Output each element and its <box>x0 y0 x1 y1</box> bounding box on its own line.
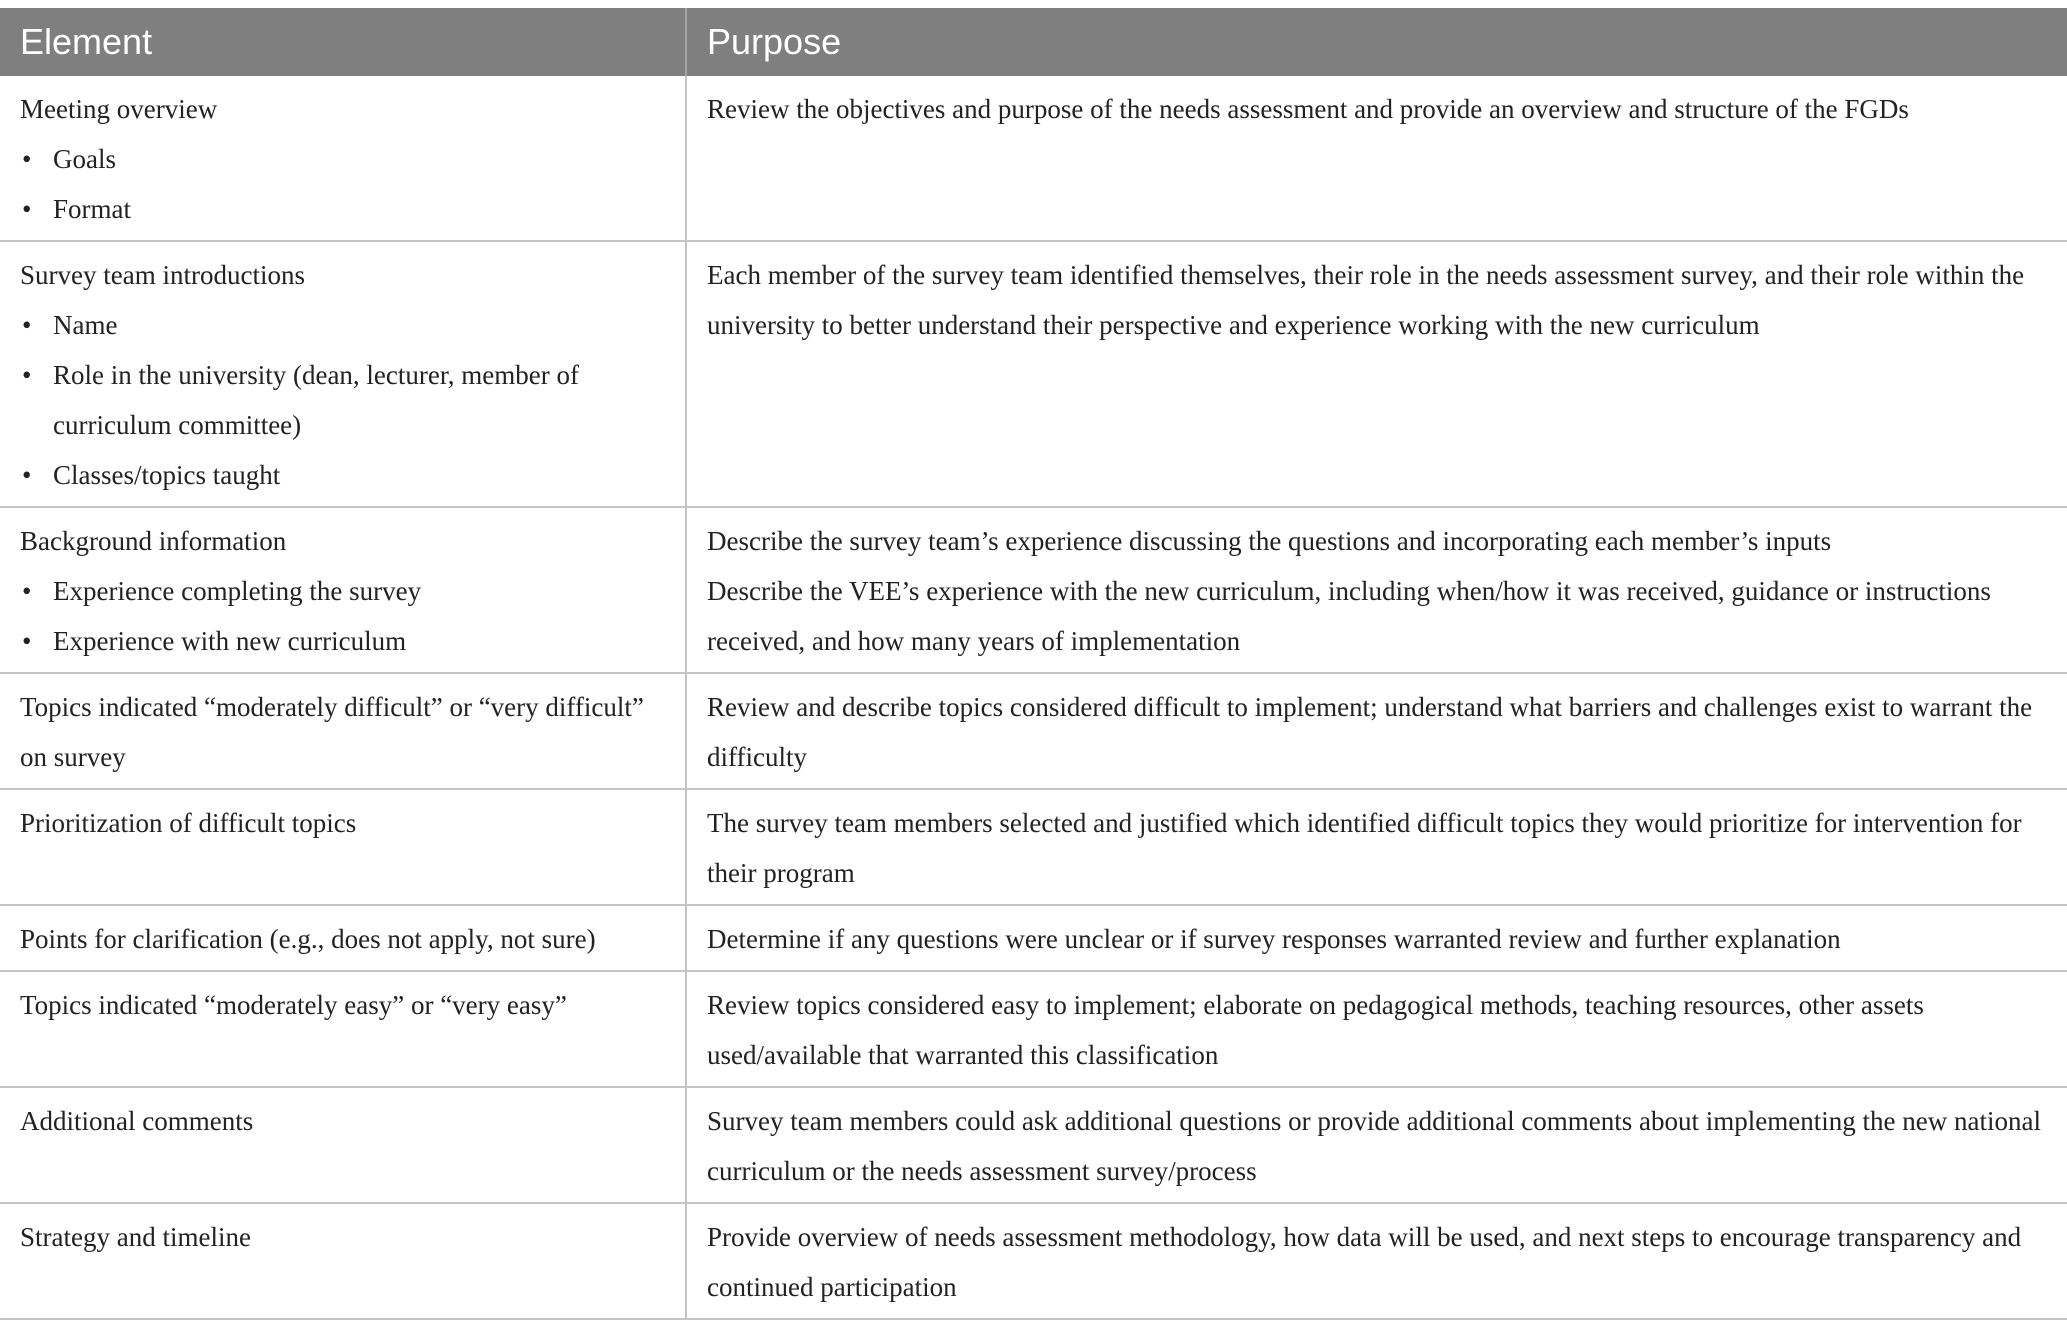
purpose-text: Describe the survey team’s experience discussing the questions and incorporating each member’s inputs <box>707 526 1832 556</box>
purpose-cell <box>686 905 2067 971</box>
element-title: Additional comments <box>20 1106 254 1136</box>
table-row <box>0 789 2067 905</box>
purpose-cell <box>686 673 2067 789</box>
header-row <box>0 8 2067 76</box>
purpose-cell <box>686 1087 2067 1203</box>
element-cell <box>0 507 686 673</box>
purpose-text: Survey team members could ask additional questions or provide additional comments about implementing the new national curriculum or the needs assessment survey/process <box>707 1106 2041 1186</box>
column-header-element: Element <box>0 8 686 76</box>
element-title: Points for clarification (e.g., does not apply, not sure) <box>20 924 596 954</box>
table-row <box>0 241 2067 507</box>
element-cell <box>0 673 686 789</box>
element-title: Strategy and timeline <box>20 1222 251 1252</box>
purpose-cell <box>686 241 2067 507</box>
element-title: Background information <box>20 526 287 556</box>
element-cell <box>0 789 686 905</box>
table-row <box>0 507 2067 673</box>
table-row <box>0 1203 2067 1319</box>
purpose-cell <box>686 1203 2067 1319</box>
purpose-text: Review the objectives and purpose of the needs assessment and provide an overview and structure of the FGDs <box>707 94 1909 124</box>
element-cell <box>0 905 686 971</box>
element-title: Topics indicated “moderately difficult” or “very difficult” on survey <box>20 692 644 772</box>
element-bullet-list <box>20 134 665 234</box>
element-title: Survey team introductions <box>20 260 305 290</box>
column-header-purpose: Purpose <box>686 8 2067 76</box>
purpose-text: Provide overview of needs assessment methodology, how data will be used, and next steps to encourage transparency and continued participation <box>707 1222 2022 1302</box>
element-cell <box>0 76 686 241</box>
element-bullet-item: • Name <box>20 300 665 350</box>
element-bullet-item: • Experience completing the survey <box>20 566 665 616</box>
purpose-text: Review and describe topics considered difficult to implement; understand what barriers and challenges exist to warrant the difficulty <box>707 692 2033 772</box>
purpose-cell <box>686 76 2067 241</box>
purpose-text: Each member of the survey team identified themselves, their role in the needs assessment survey, and their role within the university to better understand their perspective and experience working with the new curriculum <box>707 260 2025 340</box>
table-header <box>0 8 2067 76</box>
element-title: Prioritization of difficult topics <box>20 808 357 838</box>
purpose-text: Review topics considered easy to implement; elaborate on pedagogical methods, teaching resources, other assets used/available that warranted this classification <box>707 990 1924 1070</box>
purpose-cell <box>686 971 2067 1087</box>
table-row <box>0 971 2067 1087</box>
element-cell <box>0 241 686 507</box>
element-cell <box>0 1087 686 1203</box>
element-bullet-item: • Role in the university (dean, lecturer, member of curriculum committee) <box>20 350 665 450</box>
element-bullet-item: • Classes/topics taught <box>20 450 665 500</box>
element-cell <box>0 971 686 1087</box>
element-bullet-list <box>20 566 665 666</box>
element-bullet-item: • Experience with new curriculum <box>20 616 665 666</box>
table-row <box>0 905 2067 971</box>
element-title: Topics indicated “moderately easy” or “very easy” <box>20 990 567 1020</box>
table-row <box>0 76 2067 241</box>
purpose-cell <box>686 789 2067 905</box>
table-row <box>0 673 2067 789</box>
purpose-text: Describe the VEE’s experience with the new curriculum, including when/how it was received, guidance or instructions received, and how many years of implementation <box>707 576 1991 656</box>
element-purpose-table <box>0 8 2067 1320</box>
table-body <box>0 76 2067 1319</box>
element-title: Meeting overview <box>20 94 218 124</box>
table-row <box>0 1087 2067 1203</box>
purpose-text: The survey team members selected and justified which identified difficult topics they would prioritize for intervention for their program <box>707 808 2022 888</box>
element-bullet-list <box>20 300 665 500</box>
element-bullet-item: • Goals <box>20 134 665 184</box>
purpose-text: Determine if any questions were unclear or if survey responses warranted review and further explanation <box>707 924 1841 954</box>
purpose-cell <box>686 507 2067 673</box>
element-bullet-item: • Format <box>20 184 665 234</box>
element-cell <box>0 1203 686 1319</box>
